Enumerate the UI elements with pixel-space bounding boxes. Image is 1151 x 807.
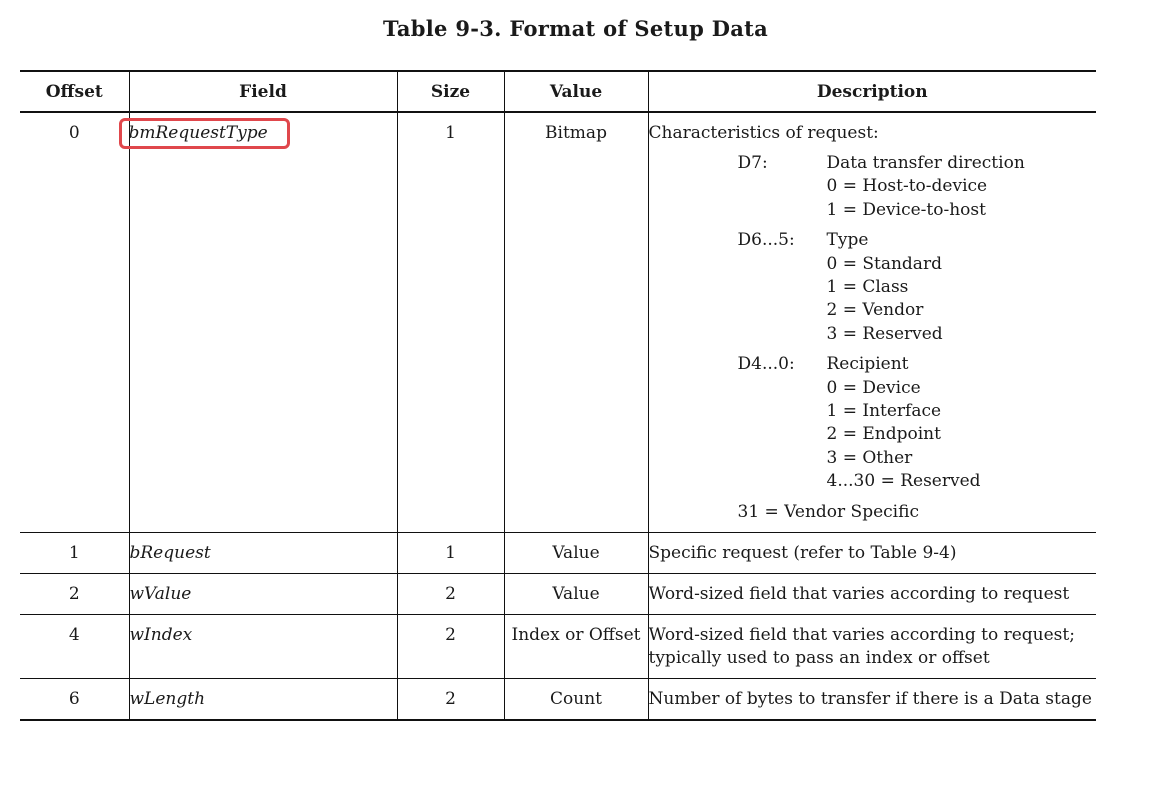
bit-line: 3 = Other — [826, 447, 913, 468]
setup-data-table — [20, 70, 1096, 721]
bit-line: 0 = Device — [826, 377, 921, 398]
bit-key: D6...5: — [737, 230, 795, 251]
bit-line: 1 = Class — [826, 277, 909, 298]
description-text: Characteristics of request: — [648, 123, 879, 143]
header-value: Value — [504, 71, 648, 112]
field-cell: wValue — [129, 573, 397, 614]
bit-groups — [738, 152, 1097, 494]
size-cell: 2 — [397, 678, 504, 720]
field-cell — [129, 112, 397, 532]
field-cell: bRequest — [129, 532, 397, 573]
header-offset: Offset — [20, 71, 129, 112]
bit-line: 1 = Device-to-host — [826, 199, 986, 220]
bit-group-d7 — [738, 152, 1097, 222]
header-description: Description — [648, 71, 1096, 112]
value-cell: Count — [504, 678, 648, 720]
description-cell: Specific request (refer to Table 9-4) — [648, 532, 1096, 573]
description-cell: Word-sized field that varies according to request; typically used to pass an index or offset — [648, 614, 1096, 678]
value-cell: Value — [504, 573, 648, 614]
table-row — [20, 614, 1096, 678]
size-cell: 1 — [397, 112, 504, 532]
bit-lines — [827, 353, 981, 493]
description-cell: Number of bytes to transfer if there is a Data stage — [648, 678, 1096, 720]
bit-lines — [827, 229, 943, 346]
offset-cell: 4 — [20, 614, 129, 678]
table-row — [20, 573, 1096, 614]
bit-line: Data transfer direction — [826, 153, 1025, 173]
bit-line: 1 = Interface — [826, 401, 942, 422]
value-cell: Index or Offset — [504, 614, 648, 678]
bit-line: Type — [826, 230, 869, 251]
bit-lines — [827, 152, 1025, 222]
table-row — [20, 112, 1096, 532]
header-field: Field — [129, 71, 397, 112]
size-cell: 2 — [397, 614, 504, 678]
description-cell — [648, 112, 1096, 532]
bit-line: 2 = Endpoint — [826, 424, 941, 445]
value-cell: Value — [504, 532, 648, 573]
header-size: Size — [397, 71, 504, 112]
bit-line: 3 = Reserved — [826, 323, 943, 344]
bit-key: D4...0: — [737, 354, 795, 375]
offset-cell: 1 — [20, 532, 129, 573]
bit-line: 2 = Vendor — [826, 300, 924, 321]
table-row — [20, 678, 1096, 720]
header-row — [20, 71, 1096, 112]
size-cell: 1 — [397, 532, 504, 573]
bit-line: 0 = Host-to-device — [826, 176, 988, 197]
bit-line: 0 = Standard — [826, 253, 942, 274]
bit-line: 4...30 = Reserved — [826, 471, 981, 492]
table-row — [20, 532, 1096, 573]
field-cell: wLength — [129, 678, 397, 720]
description-cell: Word-sized field that varies according to request — [648, 573, 1096, 614]
offset-cell: 6 — [20, 678, 129, 720]
field-highlight-box: bmRequestType — [119, 118, 290, 149]
offset-cell: 2 — [20, 573, 129, 614]
bit-key: D7: — [737, 153, 768, 173]
field-cell: wIndex — [129, 614, 397, 678]
bit-group-d6-5 — [738, 229, 1097, 346]
vendor-specific-line: 31 = Vendor Specific — [737, 501, 919, 522]
bit-group-d4-0 — [738, 353, 1097, 493]
size-cell: 2 — [397, 573, 504, 614]
offset-cell: 0 — [20, 112, 129, 532]
bit-line: Recipient — [826, 354, 909, 375]
value-cell: Bitmap — [504, 112, 648, 532]
table-title: Table 9-3. Format of Setup Data — [382, 16, 769, 41]
